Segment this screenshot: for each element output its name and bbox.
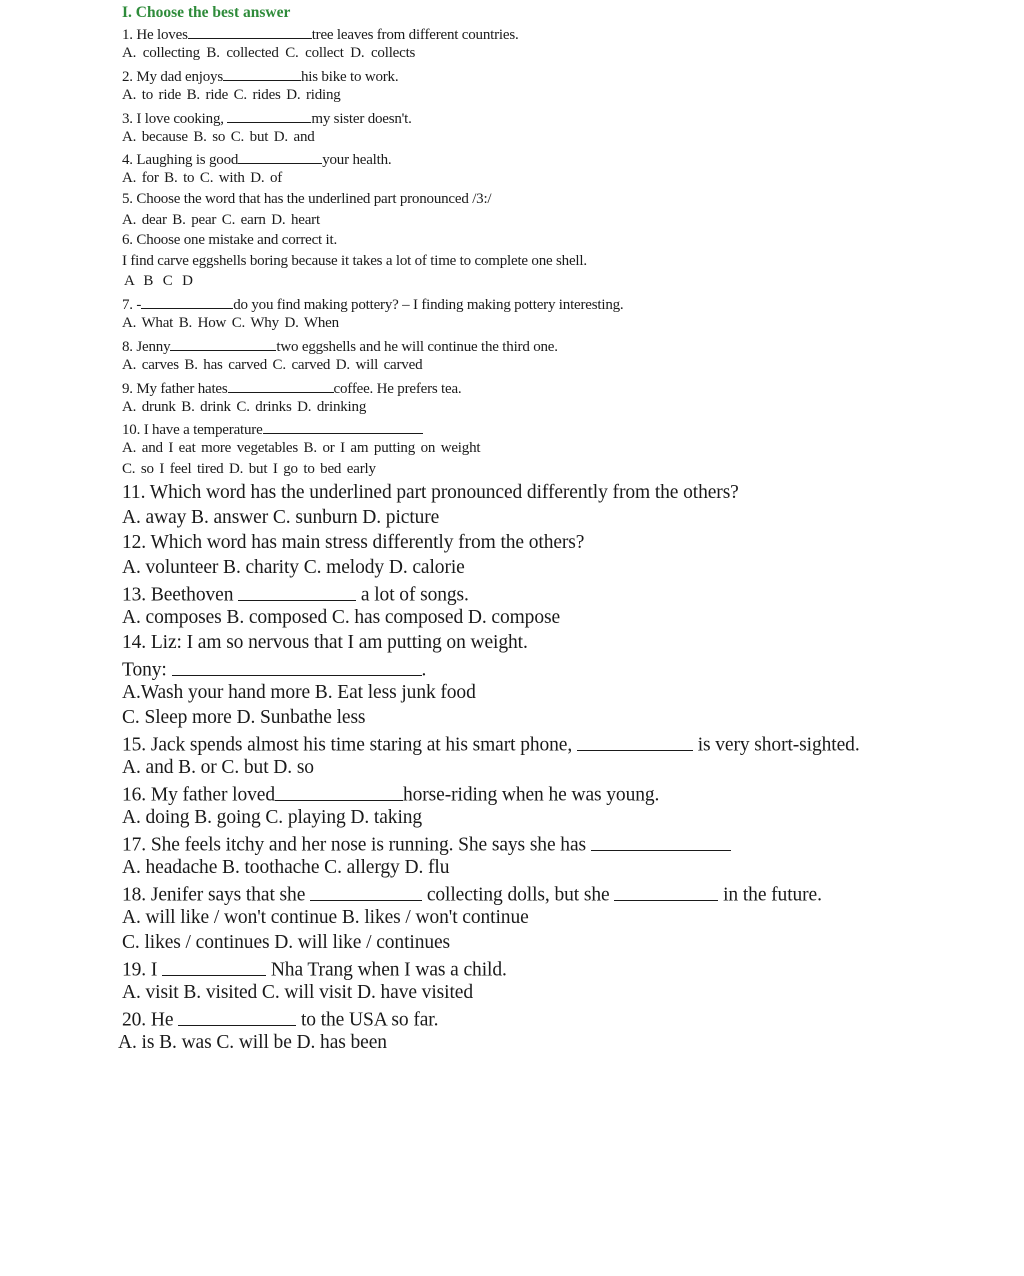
q18-text-end: in the future. [723, 884, 822, 906]
question-10 [122, 420, 423, 438]
q8-options: A. carves B. has carved C. carved D. will carved [122, 357, 423, 373]
q6-sentence: I find carve eggshells boring because it takes a lot of time to complete one shell. [122, 253, 587, 269]
question-14: 14. Liz: I am so nervous that I am putting on weight. [122, 632, 528, 653]
q2-blank [223, 67, 301, 81]
q8-text: 8. Jenny [122, 338, 171, 355]
q9-text-end: coffee. He prefers tea. [333, 380, 462, 397]
q18-text: 18. Jenifer says that she [122, 884, 306, 906]
q9-text: 9. My father hates [122, 380, 228, 397]
q16-text: 16. My father loved [122, 784, 275, 806]
q2-text: 2. My dad enjoys [122, 68, 223, 85]
question-7 [122, 295, 623, 313]
question-6: 6. Choose one mistake and correct it. [122, 232, 338, 248]
q14-blank [172, 658, 422, 676]
q20-options: A. is B. was C. will be D. has been [118, 1032, 387, 1053]
question-1 [122, 25, 519, 43]
q18-text-mid: collecting dolls, but she [426, 884, 610, 906]
q15-blank [577, 733, 693, 751]
q3-text: 3. I love cooking, [122, 110, 224, 127]
q7-text-end: do you find making pottery? – I finding making pottery interesting. [233, 296, 624, 313]
q7-options: A. What B. How C. Why D. When [122, 315, 339, 331]
question-15 [122, 733, 860, 755]
q1-text-end: tree leaves from different countries. [311, 26, 519, 43]
question-19 [122, 958, 507, 980]
question-9 [122, 379, 462, 397]
q20-blank [178, 1008, 296, 1026]
q11-options: A. away B. answer C. sunburn D. picture [122, 507, 440, 528]
q17-options: A. headache B. toothache C. allergy D. flu [122, 857, 450, 878]
q19-text-end: Nha Trang when I was a child. [270, 959, 507, 981]
q10-blank [263, 420, 423, 434]
question-4 [122, 150, 391, 168]
q10-options-b: C. so I feel tired D. but I go to bed early [122, 461, 376, 477]
question-3 [122, 109, 412, 127]
q13-options: A. composes B. composed C. has composed D. compose [122, 607, 561, 628]
q20-text-end: to the USA so far. [300, 1009, 439, 1031]
q12-options: A. volunteer B. charity C. melody D. calorie [122, 557, 465, 578]
q19-blank [162, 958, 266, 976]
q3-text-end: my sister doesn't. [311, 110, 412, 127]
question-5: 5. Choose the word that has the underlined part pronounced /3:/ [122, 191, 492, 207]
question-2 [122, 67, 398, 85]
question-18 [122, 883, 822, 905]
q4-options: A. for B. to C. with D. of [122, 170, 283, 186]
q20-text: 20. He [122, 1009, 174, 1031]
q7-blank [141, 295, 233, 309]
q1-blank [188, 25, 312, 39]
q6-letters: A B C D [124, 273, 193, 289]
q1-text: 1. He loves [122, 26, 188, 43]
q14-tony [122, 658, 426, 680]
q4-text: 4. Laughing is good [122, 151, 239, 168]
q4-text-end: your health. [322, 151, 392, 168]
q5-options: A. dear B. pear C. earn D. heart [122, 212, 320, 228]
question-17 [122, 833, 731, 855]
q15-text-end: is very short-sighted. [697, 734, 860, 756]
q16-blank [275, 783, 403, 801]
q15-options: A. and B. or C. but D. so [122, 757, 314, 778]
q14-options-a: A.Wash your hand more B. Eat less junk food [122, 682, 476, 703]
q8-blank [170, 337, 276, 351]
q17-text: 17. She feels itchy and her nose is running. She says she has [122, 834, 586, 856]
q9-blank [228, 379, 334, 393]
q18-options-a: A. will like / won't continue B. likes / won't continue [122, 907, 529, 928]
section-title: I. Choose the best answer [122, 4, 291, 21]
q16-text-end: horse-riding when he was young. [402, 784, 660, 806]
q9-options: A. drunk B. drink C. drinks D. drinking [122, 399, 367, 415]
q19-options: A. visit B. visited C. will visit D. have visited [122, 982, 473, 1003]
q10-options-a: A. and I eat more vegetables B. or I am putting on weight [122, 440, 481, 456]
question-13 [122, 583, 469, 605]
q3-options: A. because B. so C. but D. and [122, 129, 315, 145]
q14-tony-label: Tony: [122, 659, 167, 681]
q17-blank [591, 833, 731, 851]
q3-blank [227, 109, 311, 123]
q16-options: A. doing B. going C. playing D. taking [122, 807, 423, 828]
question-11: 11. Which word has the underlined part pronounced differently from the others? [122, 482, 739, 503]
q8-text-end: two eggshells and he will continue the third one. [276, 338, 558, 355]
q1-options: A. collecting B. collected C. collect D. collects [122, 45, 416, 61]
q18-blank-1 [310, 883, 422, 901]
question-16 [122, 783, 659, 805]
q13-text-end: a lot of songs. [360, 584, 469, 606]
q10-text: 10. I have a temperature [122, 421, 263, 438]
q14-options-b: C. Sleep more D. Sunbathe less [122, 707, 366, 728]
q19-text: 19. I [122, 959, 158, 981]
q18-blank-2 [614, 883, 718, 901]
q4-blank [238, 150, 322, 164]
q7-text: 7. - [122, 296, 142, 313]
question-20 [122, 1008, 438, 1030]
q15-text: 15. Jack spends almost his time staring at his smart phone, [122, 734, 573, 756]
question-8 [122, 337, 558, 355]
q18-options-b: C. likes / continues D. will like / continues [122, 932, 451, 953]
q14-end: . [421, 659, 427, 681]
question-12: 12. Which word has main stress differently from the others? [122, 532, 585, 553]
q13-text: 13. Beethoven [122, 584, 234, 606]
q2-text-end: his bike to work. [300, 68, 399, 85]
q13-blank [238, 583, 356, 601]
q2-options: A. to ride B. ride C. rides D. riding [122, 87, 341, 103]
